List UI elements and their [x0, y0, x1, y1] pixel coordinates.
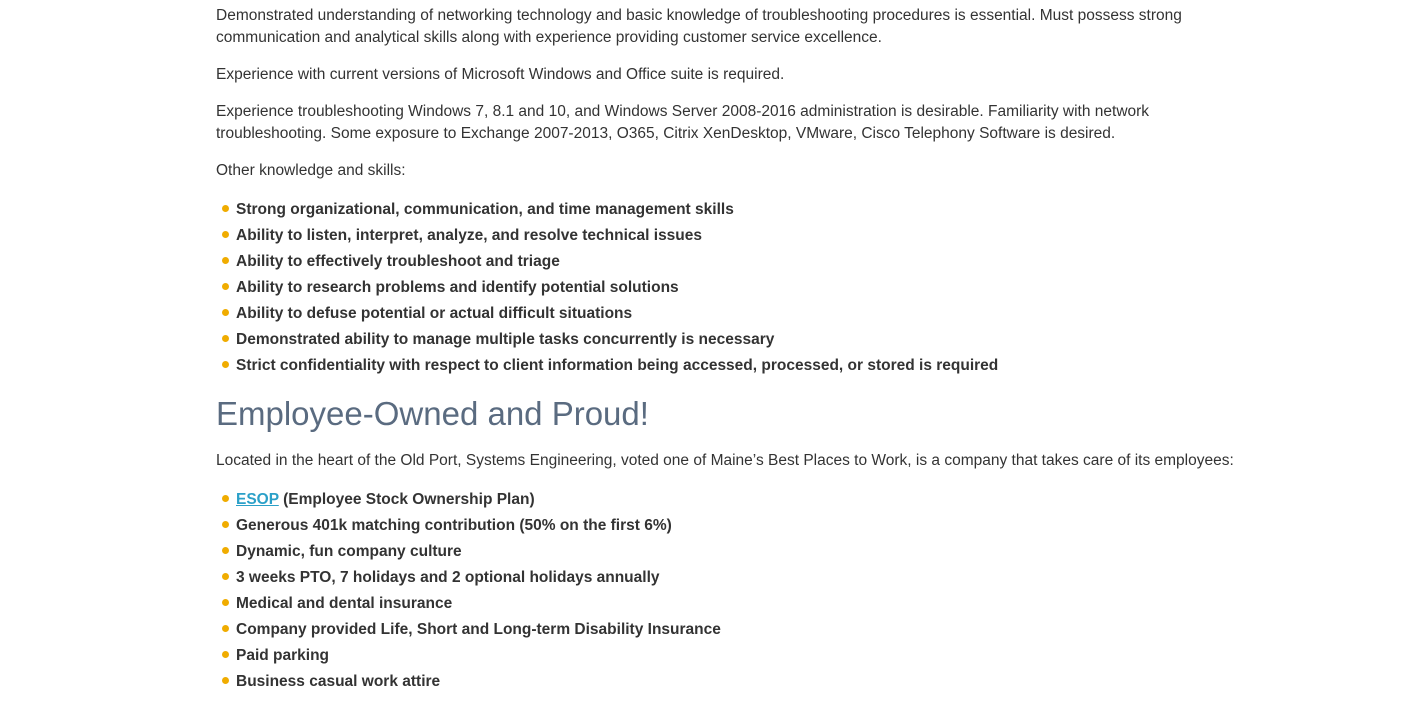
esop-link[interactable]: ESOP: [236, 491, 279, 508]
list-item: [220, 591, 721, 617]
list-item: [220, 513, 721, 539]
list-item-text: (Employee Stock Ownership Plan): [278, 491, 535, 508]
list-item-text: Dynamic, fun company culture: [236, 543, 462, 560]
list-item: [220, 669, 721, 695]
list-item: [220, 487, 721, 513]
bullet-icon: [222, 309, 229, 316]
skills-list: [220, 197, 998, 379]
company-intro-paragraph: Located in the heart of the Old Port, Systems Engineering, voted one of Maine’s Best Places to Work, is a company that takes care of its employees:: [216, 452, 1234, 469]
list-item: [220, 327, 998, 353]
list-item: [220, 539, 721, 565]
list-item-text: Strict confidentiality with respect to client information being accessed, processed, or stored is required: [236, 357, 999, 374]
other-skills-label: Other knowledge and skills:: [216, 162, 406, 179]
list-item: [220, 617, 721, 643]
troubleshooting-experience-paragraph: Experience troubleshooting Windows 7, 8.1 and 10, and Windows Server 2008-2016 administration is desirable. Familiarity with network troubleshooting. Some exposure to Exchange 2007-2013, O365, Citrix XenDesktop, VMware, Cisco Telephony Software is desired.: [216, 103, 1150, 142]
bullet-icon: [222, 521, 229, 528]
list-item-text: Demonstrated ability to manage multiple tasks concurrently is necessary: [236, 331, 775, 348]
bullet-icon: [222, 257, 229, 264]
list-item: [220, 353, 998, 379]
bullet-icon: [222, 625, 229, 632]
bullet-icon: [222, 335, 229, 342]
office-requirement-paragraph: Experience with current versions of Microsoft Windows and Office suite is required.: [216, 66, 785, 83]
bullet-icon: [222, 361, 229, 368]
bullet-icon: [222, 547, 229, 554]
list-item-text: Strong organizational, communication, and time management skills: [236, 201, 734, 218]
benefits-list: [220, 487, 721, 695]
bullet-icon: [222, 283, 229, 290]
list-item-text: Paid parking: [236, 647, 330, 664]
list-item-text: Ability to defuse potential or actual difficult situations: [236, 305, 633, 322]
bullet-icon: [222, 599, 229, 606]
list-item-text: Company provided Life, Short and Long-term Disability Insurance: [236, 621, 721, 638]
list-item: [220, 643, 721, 669]
list-item-text: Ability to effectively troubleshoot and triage: [236, 253, 560, 270]
list-item: [220, 197, 998, 223]
list-item-text: Business casual work attire: [236, 673, 441, 690]
bullet-icon: [222, 651, 229, 658]
list-item-text: Ability to research problems and identify potential solutions: [236, 279, 679, 296]
list-item: [220, 275, 998, 301]
list-item-text: Medical and dental insurance: [236, 595, 453, 612]
bullet-icon: [222, 495, 229, 502]
requirements-paragraph: Demonstrated understanding of networking technology and basic knowledge of troubleshooting procedures is essential. Must possess strong communication and analytical skills along with experience providing customer service excellence.: [216, 7, 1182, 46]
list-item: [220, 223, 998, 249]
list-item-text: Generous 401k matching contribution (50% on the first 6%): [236, 517, 672, 534]
list-item: [220, 249, 998, 275]
list-item: [220, 565, 721, 591]
bullet-icon: [222, 231, 229, 238]
list-item-text: 3 weeks PTO, 7 holidays and 2 optional holidays annually: [236, 569, 660, 586]
list-item-text: Ability to listen, interpret, analyze, and resolve technical issues: [236, 227, 703, 244]
section-heading: Employee-Owned and Proud!: [216, 395, 649, 432]
bullet-icon: [222, 573, 229, 580]
list-item: [220, 301, 998, 327]
bullet-icon: [222, 677, 229, 684]
bullet-icon: [222, 205, 229, 212]
